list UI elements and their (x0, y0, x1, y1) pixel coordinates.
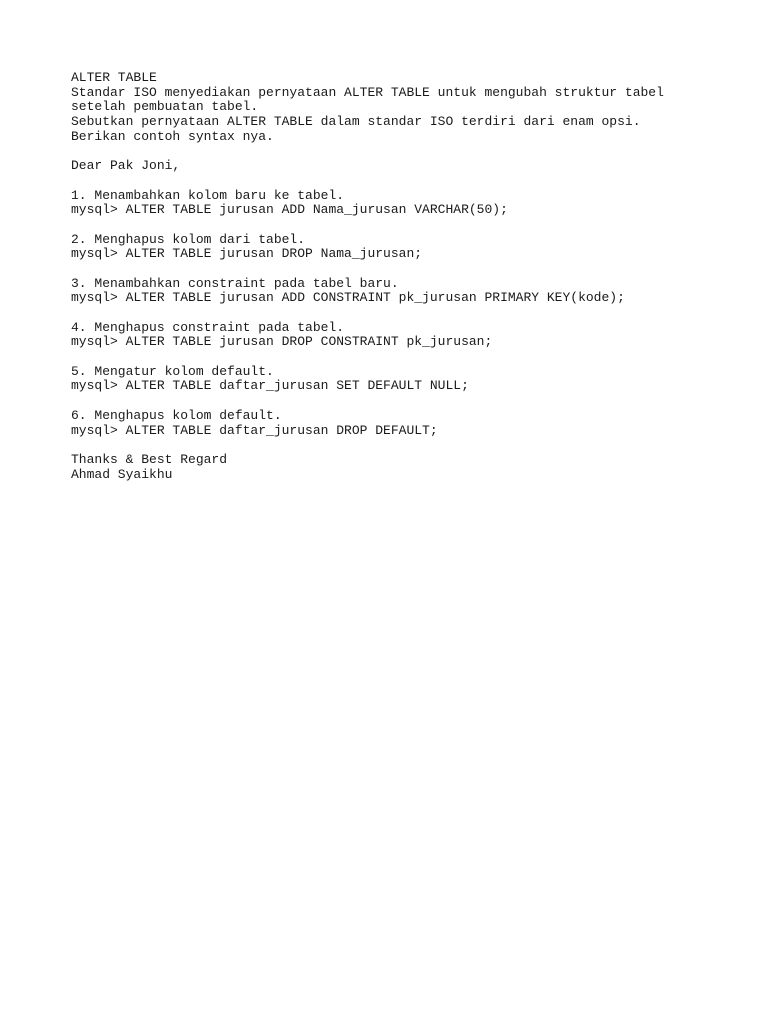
item-heading: 4. Menghapus constraint pada tabel. (71, 319, 345, 335)
item-heading: 6. Menghapus kolom default. (71, 407, 282, 423)
blank-line (71, 350, 751, 365)
item-heading: 1. Menambahkan kolom baru ke tabel. (71, 187, 345, 203)
list-item (71, 409, 751, 438)
blank-line (71, 218, 751, 233)
intro-line: Standar ISO menyediakan pernyataan ALTER TABLE untuk mengubah struktur tabel (71, 84, 664, 100)
list-item (71, 277, 751, 306)
intro-line: setelah pembuatan tabel. (71, 99, 259, 115)
item-command: mysql> ALTER TABLE daftar_jurusan SET DEFAULT NULL; (71, 378, 469, 394)
signature: Ahmad Syaikhu (71, 466, 173, 482)
item-command: mysql> ALTER TABLE jurusan ADD CONSTRAINT pk_jurusan PRIMARY KEY(kode); (71, 290, 625, 306)
blank-line (71, 174, 751, 189)
list-item (71, 233, 751, 262)
item-heading: 3. Menambahkan constraint pada tabel baru. (71, 275, 399, 291)
item-command: mysql> ALTER TABLE jurusan DROP CONSTRAINT pk_jurusan; (71, 334, 493, 350)
blank-line (71, 438, 751, 453)
item-command: mysql> ALTER TABLE jurusan DROP Nama_jurusan; (71, 246, 423, 262)
item-command: mysql> ALTER TABLE jurusan ADD Nama_jurusan VARCHAR(50); (71, 202, 508, 218)
item-heading: 2. Menghapus kolom dari tabel. (71, 231, 306, 247)
blank-line (71, 394, 751, 409)
intro-line: Berikan contoh syntax nya. (71, 128, 274, 144)
list-item (71, 189, 751, 218)
blank-line (71, 144, 751, 159)
document-page (71, 71, 751, 482)
intro-line: Sebutkan pernyataan ALTER TABLE dalam standar ISO terdiri dari enam opsi. (71, 114, 641, 130)
list-item (71, 321, 751, 350)
closing: Thanks & Best Regard (71, 451, 228, 467)
greeting: Dear Pak Joni, (71, 158, 181, 174)
item-command: mysql> ALTER TABLE daftar_jurusan DROP DEFAULT; (71, 422, 438, 438)
document-title: ALTER TABLE (71, 70, 157, 85)
list-item (71, 365, 751, 394)
blank-line (71, 306, 751, 321)
blank-line (71, 262, 751, 277)
item-heading: 5. Mengatur kolom default. (71, 363, 274, 379)
